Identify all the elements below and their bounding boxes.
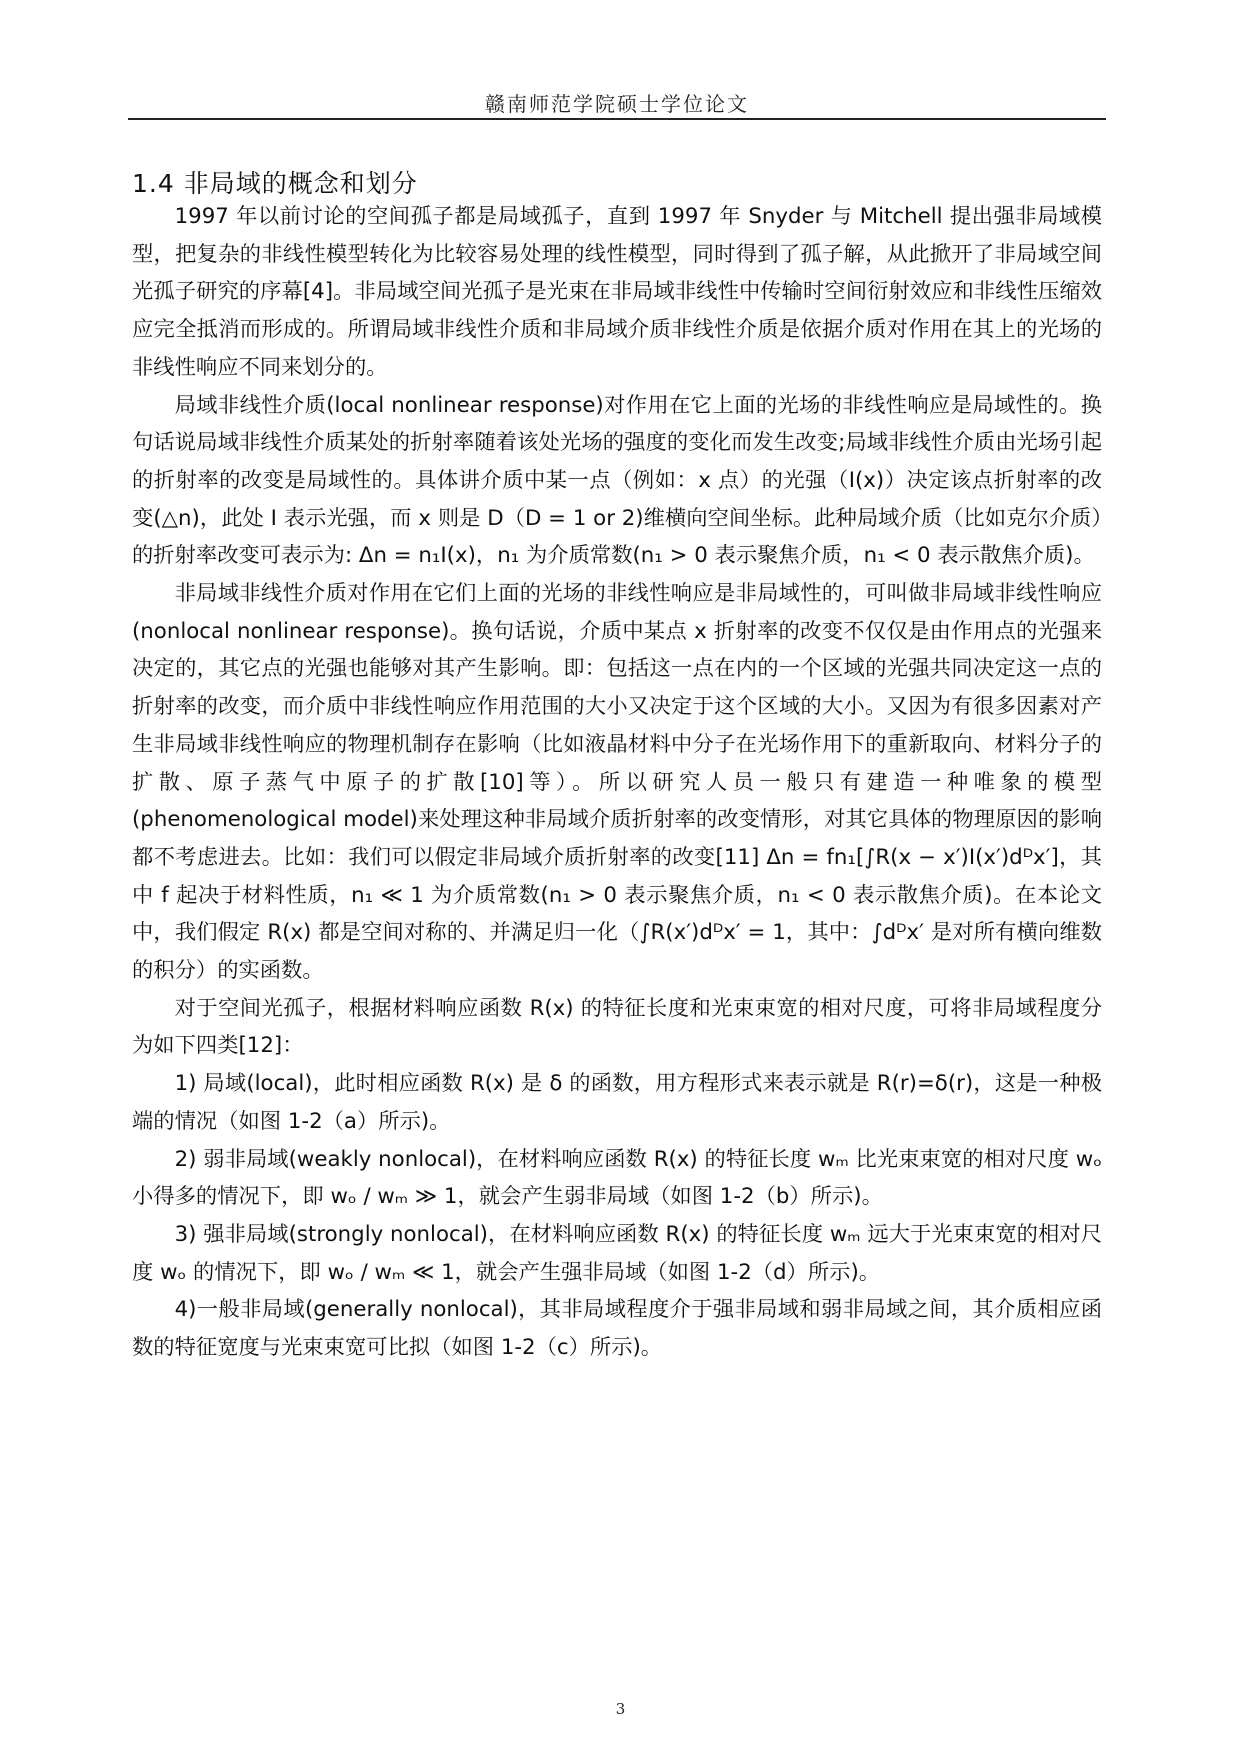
paragraph: 局域非线性介质(local nonlinear response)对作用在它上面的光场的非线性响应是局域性的。换句话说局域非线性介质某处的折射率随着该处光场的强度的变化而发生改变;局域非线性介质由光场引起的折射率的改变是局域性的。具体讲介质中某一点（例如：x 点）的光强（I(x)）决定该点折射率的改变(△n)，此处 I 表示光强，而 x 则是 D（D = 1 or 2)维横向空间坐标。此种局域介质（比如克尔介质）的折射率改变可表示为: Δn = n₁I(x)，n₁ 为介质常数(n₁ > 0 表示聚焦介质，n₁ < 0 表示散焦介质)。 [132,392,1102,569]
header-divider [128,118,1106,120]
running-header: 赣南师范学院硕士学位论文 [485,92,749,116]
list-item: 3) 强非局域(strongly nonlocal)，在材料响应函数 R(x) 的特征长度 wₘ 远大于光束束宽的相对尺度 wₒ 的情况下，即 wₒ / wₘ ≪ 1，就会产生强非局域（如图 1-2（d）所示)。 [132,1221,1102,1285]
list-item: 1) 局域(local)，此时相应函数 R(x) 是 δ 的函数，用方程形式来表示就是 R(r)=δ(r)，这是一种极端的情况（如图 1-2（a）所示)。 [132,1071,1102,1134]
list-item: 2) 弱非局域(weakly nonlocal)，在材料响应函数 R(x) 的特征长度 wₘ 比光束束宽的相对尺度 wₒ 小得多的情况下，即 wₒ / wₘ ≫ 1，就会产生弱非局域（如图 1-2（b）所示)。 [132,1146,1102,1210]
section-heading: 1.4 非局域的概念和划分 [132,169,418,198]
list-item: 4)一般非局域(generally nonlocal)，其非局域程度介于强非局域和弱非局域之间，其介质相应函数的特征宽度与光束束宽可比拟（如图 1-2（c）所示)。 [132,1297,1102,1361]
paragraph: 非局域非线性介质对作用在它们上面的光场的非线性响应是非局域性的，可叫做非局域非线性响应(nonlocal nonlinear response)。换句话说，介质中某点 x 折射率的改变不仅仅是由作用点的光强来决定的，其它点的光强也能够对其产生影响。即：包括这一点在内的一个区域的光强共同决定这一点的折射率的改变，而介质中非线性响应作用范围的大小又决定于这个区域的大小。又因为有很多因素对产生非局域非线性响应的物理机制存在影响（比如液晶材料中分子在光场作用下的重新取向、材料分子的扩散、原子蒸气中原子的扩散[10]等）。所以研究人员一般只有建造一种唯象的模型(phenomenological model)来处理这种非局域介质折射率的改变情形，对其它具体的物理原因的影响都不考虑进去。比如：我们可以假定非局域介质折射率的改变[11] Δn = fn₁[∫R(x − x′)I(x′)dᴰx′]，其中 f 起决于材料性质，n₁ ≪ 1 为介质常数(n₁ > 0 表示聚焦介质，n₁ < 0 表示散焦介质)。在本论文中，我们假定 R(x) 都是空间对称的、并满足归一化（∫R(x′)dᴰx′ = 1，其中：∫dᴰx′ 是对所有横向维数的积分）的实函数。 [132,581,1102,984]
paragraph: 1997 年以前讨论的空间孤子都是局域孤子，直到 1997 年 Snyder 与 Mitchell 提出强非局域模型，把复杂的非线性模型转化为比较容易处理的线性模型，同时得到了孤子解，从此掀开了非局域空间光孤子研究的序幕[4]。非局域空间光孤子是光束在非局域非线性中传输时空间衍射效应和非线性压缩效应完全抵消而形成的。所谓局域非线性介质和非局域介质非线性介质是依据介质对作用在其上的光场的非线性响应不同来划分的。 [132,204,1102,380]
page-number: 3 [615,1700,626,1718]
paragraph: 对于空间光孤子，根据材料响应函数 R(x) 的特征长度和光束束宽的相对尺度，可将非局域程度分为如下四类[12]： [132,995,1102,1059]
body-text [132,198,1102,1367]
